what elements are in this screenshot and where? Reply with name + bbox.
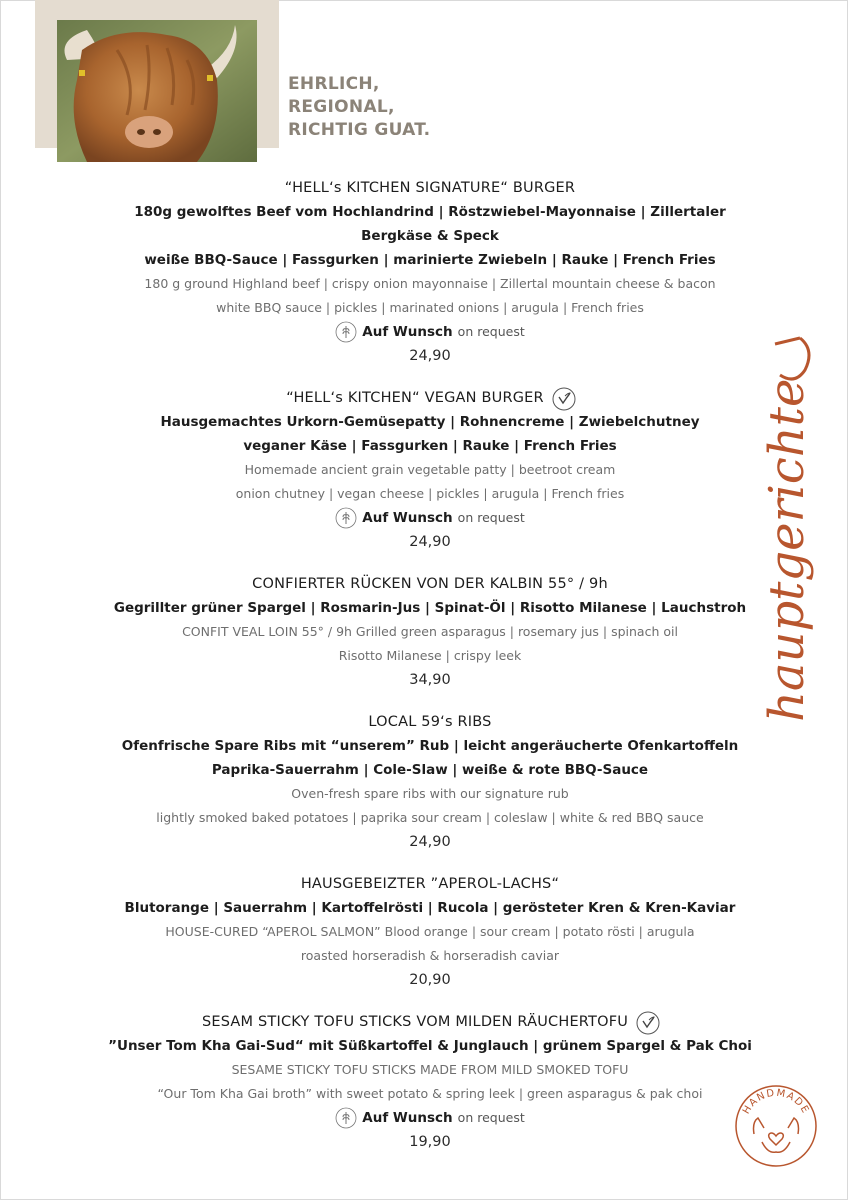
menu-item-title: [100, 386, 760, 410]
slogan-line: RICHTIG GUAT.: [288, 120, 431, 140]
menu-item-description-de: Paprika-Sauerrahm | Cole-Slaw | weiße & rote BBQ-Sauce: [211, 762, 649, 778]
menu-item-description-en: Homemade ancient grain vegetable patty | beetroot cream: [244, 462, 616, 477]
request-label-en: on request: [457, 324, 525, 339]
menu-item-description-en: 180 g ground Highland beef | crispy onion mayonnaise | Zillertal mountain cheese & bacon: [144, 276, 716, 291]
request-label: Auf Wunsch: [362, 324, 453, 340]
handmade-badge-text: HANDMADE: [740, 1087, 812, 1117]
menu-item-title-text: “HELL‘s KITCHEN“ VEGAN BURGER: [286, 390, 544, 406]
menu-item-title: [100, 572, 760, 596]
menu-item-price: 19,90: [409, 1134, 451, 1150]
request-label: Auf Wunsch: [362, 1110, 453, 1126]
request-label: Auf Wunsch: [362, 510, 453, 526]
gluten-free-on-request: [100, 506, 760, 530]
menu-item-title: [100, 710, 760, 734]
menu-item-description-de: Ofenfrische Spare Ribs mit “unserem” Rub | leicht angeräucherte Ofenkartoffeln: [121, 738, 739, 754]
handmade-badge: [732, 1082, 820, 1170]
slogan: [288, 73, 430, 142]
gluten-free-icon: [335, 321, 357, 343]
svg-text:HANDMADE: [741, 1088, 811, 1116]
menu-item: [100, 386, 760, 554]
highland-cow-photo: [57, 20, 257, 162]
menu-item: [100, 710, 760, 854]
slogan-line: REGIONAL,: [288, 97, 395, 117]
menu-item-description-en: SESAME STICKY TOFU STICKS MADE FROM MILD SMOKED TOFU: [231, 1062, 629, 1077]
menu-item: [100, 872, 760, 992]
menu-item-description-en: “Our Tom Kha Gai broth” with sweet potato & spring leek | green asparagus & pak choi: [157, 1086, 703, 1101]
menu-item-title: [100, 176, 760, 200]
menu-item: [100, 1010, 760, 1154]
vegan-icon: [636, 1011, 658, 1033]
request-label-en: on request: [457, 510, 525, 525]
slogan-line: EHRLICH,: [288, 74, 380, 94]
menu-item-title-text: “HELL‘s KITCHEN SIGNATURE“ BURGER: [284, 180, 576, 196]
menu-item-description-de: Blutorange | Sauerrahm | Kartoffelrösti | Rucola | gerösteter Kren & Kren-Kaviar: [124, 900, 736, 916]
request-label-en: on request: [457, 1110, 525, 1125]
menu-item-price: 24,90: [409, 348, 451, 364]
menu-item-title-text: LOCAL 59‘s RIBS: [368, 714, 492, 730]
menu-item-description-en: Risotto Milanese | crispy leek: [338, 648, 522, 663]
menu-item-price: 24,90: [409, 534, 451, 550]
vegan-icon: [552, 387, 574, 409]
gluten-free-icon: [335, 507, 357, 529]
menu-item-title: [100, 1010, 760, 1034]
menu-item-title-text: SESAM STICKY TOFU STICKS VOM MILDEN RÄUCHERTOFU: [201, 1014, 629, 1030]
gluten-free-on-request: [100, 320, 760, 344]
menu-item-description-en: HOUSE-CURED “APEROL SALMON” Blood orange | sour cream | potato rösti | arugula: [165, 924, 695, 939]
menu-item-title: [100, 872, 760, 896]
menu-item-description-en: lightly smoked baked potatoes | paprika sour cream | coleslaw | white & red BBQ sauce: [156, 810, 704, 825]
menu-item-price: 24,90: [409, 834, 451, 850]
gluten-free-icon: [335, 1107, 357, 1129]
menu-item-description-de: Hausgemachtes Urkorn-Gemüsepatty | Rohnencreme | Zwiebelchutney: [160, 414, 700, 430]
menu-item-description-en: onion chutney | vegan cheese | pickles | arugula | French fries: [235, 486, 625, 501]
menu-item-description-de: 180g gewolftes Beef vom Hochlandrind | Röstzwiebel-Mayonnaise | Zillertaler Bergkäse & Speck: [134, 204, 726, 244]
menu-item-description-en: white BBQ sauce | pickles | marinated onions | arugula | French fries: [216, 300, 644, 315]
menu-item-title-text: CONFIERTER RÜCKEN VON DER KALBIN 55° / 9h: [252, 576, 608, 592]
section-title-text: hauptgerichte: [759, 378, 815, 722]
gluten-free-on-request: [100, 1106, 760, 1130]
menu-item-title-text: HAUSGEBEIZTER ”APEROL-LACHS“: [300, 876, 560, 892]
menu-item-description-de: ”Unser Tom Kha Gai-Sud“ mit Süßkartoffel & Junglauch | grünem Spargel & Pak Choi: [108, 1038, 752, 1054]
menu-item-description-en: Oven-fresh spare ribs with our signature rub: [291, 786, 569, 801]
menu-item-description-de: weiße BBQ-Sauce | Fassgurken | marinierte Zwiebeln | Rauke | French Fries: [144, 252, 716, 268]
menu-item-description-en: CONFIT VEAL LOIN 55° / 9h Grilled green asparagus | rosemary jus | spinach oil: [182, 624, 678, 639]
menu-item-price: 34,90: [409, 672, 451, 688]
menu-item-description-de: Gegrillter grüner Spargel | Rosmarin-Jus | Spinat-Öl | Risotto Milanese | Lauchstroh: [113, 600, 747, 616]
menu-item: [100, 572, 760, 692]
menu-item-price: 20,90: [409, 972, 451, 988]
section-title-hauptgerichte: [745, 330, 825, 730]
menu-item-description-de: veganer Käse | Fassgurken | Rauke | French Fries: [243, 438, 617, 454]
menu-item: [100, 176, 760, 368]
menu-list: [100, 176, 760, 1154]
menu-item-description-en: roasted horseradish & horseradish caviar: [300, 948, 560, 963]
